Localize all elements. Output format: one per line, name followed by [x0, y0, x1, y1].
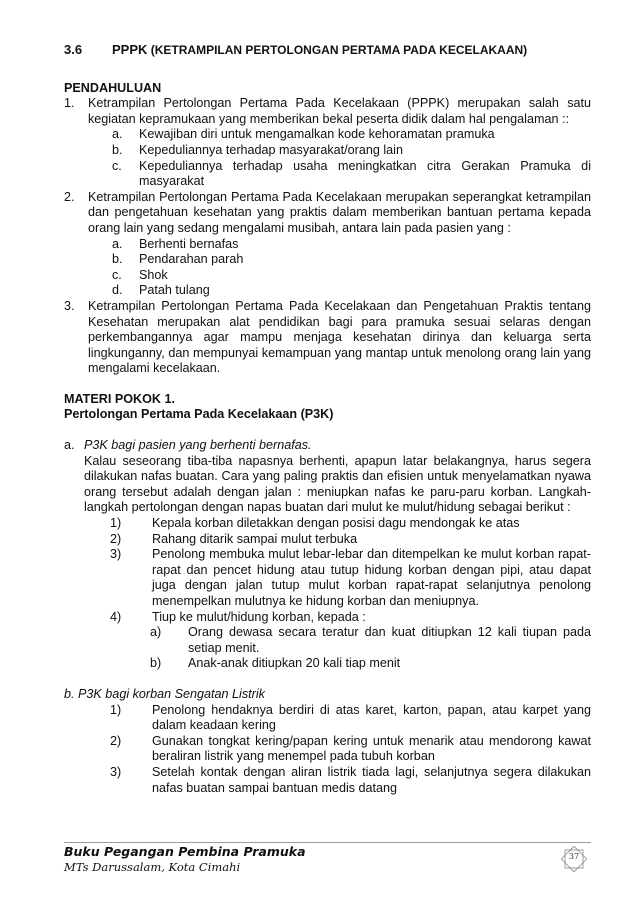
step-number: 3) [110, 764, 122, 779]
pendahuluan-heading: PENDAHULUAN [64, 80, 162, 95]
step-number: 4) [110, 609, 122, 624]
step-number: 1) [110, 516, 122, 531]
sub-list-letter: a. [112, 236, 123, 251]
list-text: Ketrampilan Pertolongan Pertama Pada Kecelakaan dan Pengetahuan Praktis tentang Kesehatan merupakan alat pendidikan bagi para pramuka sesuai selaras dengan perkembangannya agar mampu menjaga kesehatan dirinya dan keluarga serta lingkunganny, dan mempunyai kemampuan yang mantap untuk menolong orang lain yang mengalami kecelakaan. [88, 298, 591, 376]
sub-list-letter: c. [112, 267, 122, 282]
substep-letter: b) [150, 656, 162, 671]
section-heading [64, 42, 591, 59]
sub-list-text: Kepeduliannya terhadap usaha meningkatkan citra Gerakan Pramuka di masyarakat [139, 158, 591, 189]
footer-divider [64, 842, 591, 843]
sub-list-item [64, 252, 591, 268]
step-item [64, 516, 591, 532]
step-text: Penolong hendaknya berdiri di atas karet, karton, papan, atau karpet yang dalam keadaan kering [152, 702, 591, 733]
step-text: Tiup ke mulut/hidung korban, kepada : [152, 609, 366, 624]
substep-text: Anak-anak ditiupkan 20 kali tiap menit [188, 656, 401, 671]
step-text: Kepala korban diletakkan dengan posisi dagu mendongak ke atas [152, 516, 520, 531]
list-item [64, 190, 591, 237]
footer-subtitle: MTs Darussalam, Kota Cimahi [64, 860, 241, 874]
sub-list-text: Berhenti bernafas [139, 236, 239, 251]
sub-list-letter: d. [112, 283, 123, 298]
sub-list-text: Pendarahan parah [139, 252, 244, 267]
step-item [64, 547, 591, 609]
sub-list-letter: b. [112, 142, 123, 157]
sub-list-item [64, 283, 591, 299]
sub-list-letter: a. [112, 127, 123, 142]
list-item [64, 299, 591, 377]
section-title-main: PPPK [112, 42, 148, 57]
sub-list-text: Shok [139, 267, 168, 282]
step-item [64, 610, 591, 626]
document-page [64, 42, 591, 796]
sub-list-item [64, 237, 591, 253]
sub-list-text: Kewajiban diri untuk mengamalkan kode kehoramatan pramuka [139, 127, 495, 142]
step-text: Setelah kontak dengan aliran listrik tiada lagi, selanjutnya segera dilakukan nafas buatan sampai bantuan medis datang [152, 764, 591, 795]
sub-list-text: Kepeduliannya terhadap masyarakat/orang lain [139, 142, 403, 157]
sub-list-item [64, 127, 591, 143]
subsection-b-title: b. P3K bagi korban Sengatan Listrik [64, 686, 265, 701]
list-item [64, 96, 591, 127]
step-number: 2) [110, 531, 122, 546]
substep-item [64, 656, 591, 672]
step-number: 3) [110, 547, 122, 562]
sub-list-item [64, 159, 591, 190]
step-item [64, 532, 591, 548]
step-item [64, 703, 591, 734]
step-number: 2) [110, 733, 122, 748]
sub-list-letter: b. [112, 252, 123, 267]
subsection-a-title [64, 438, 591, 454]
step-item [64, 765, 591, 796]
sub-list-item [64, 268, 591, 284]
subsection-a-label: a. [64, 438, 75, 453]
sub-list-text: Patah tulang [139, 283, 210, 298]
substep-letter: a) [150, 625, 162, 640]
section-number: 3.6 [64, 42, 83, 57]
list-text: Ketrampilan Pertolongan Pertama Pada Kecelakaan merupakan seperangkat ketrampilan dan pengetahuan kesehatan yang praktis dalam memberikan bantuan pertama kepada orang lain yang sedang mengalami musibah, antara lain pada pasien yang : [88, 189, 591, 235]
list-number: 1. [64, 96, 75, 111]
step-item [64, 734, 591, 765]
sub-list-letter: c. [112, 158, 122, 173]
materi-subheading: Pertolongan Pertama Pada Kecelakaan (P3K) [64, 407, 334, 422]
section-title-sub: (KETRAMPILAN PERTOLONGAN PERTAMA PADA KECELAKAAN) [147, 43, 528, 57]
substep-text: Orang dewasa secara teratur dan kuat ditiupkan 12 kali tiupan pada setiap menit. [188, 625, 591, 655]
subsection-a-text: P3K bagi pasien yang berhenti bernafas. [84, 438, 312, 453]
page-number-badge [561, 846, 587, 872]
step-text: Penolong membuka mulut lebar-lebar dan ditempelkan ke mulut korban rapat-rapat dan pencet hidung atau tutup hidung korban dengan pipi, atau dapat juga dengan jalan tutup mulut korban rapat-rapat selanjutnya penolong menempelkan mulutnya ke hidung korban dan meniupnya. [152, 547, 591, 608]
subsection-a-intro: Kalau seseorang tiba-tiba napasnya berhenti, apapun latar belakangnya, harus segera dilakukan nafas buatan. Cara yang paling praktis dan efisien untuk menyelamatkan nyawa orang tersebut adalah dengan jalan : meniupkan nafas ke paru-paru korban. Langkah-langkah pertolongan dengan napas buatan dari mulut ke mulut/hidung sebagai berikut : [84, 453, 591, 515]
step-text: Gunakan tongkat kering/papan kering untuk menarik atau mendorong kawat beraliran listrik yang menempel pada tubuh korban [152, 733, 591, 764]
list-number: 3. [64, 298, 75, 313]
list-text: Ketrampilan Pertolongan Pertama Pada Kecelakaan (PPPK) merupakan salah satu kegiatan kepramukaan yang memberikan bekal peserta didik dalam hal pengalaman :: [88, 96, 591, 126]
list-number: 2. [64, 189, 75, 204]
footer-title: Buku Pegangan Pembina Pramuka [64, 844, 306, 859]
substep-item [64, 625, 591, 656]
step-number: 1) [110, 702, 122, 717]
materi-heading: MATERI POKOK 1. [64, 391, 176, 406]
page-number: 37 [568, 852, 580, 861]
sub-list-item [64, 143, 591, 159]
step-text: Rahang ditarik sampai mulut terbuka [152, 531, 358, 546]
